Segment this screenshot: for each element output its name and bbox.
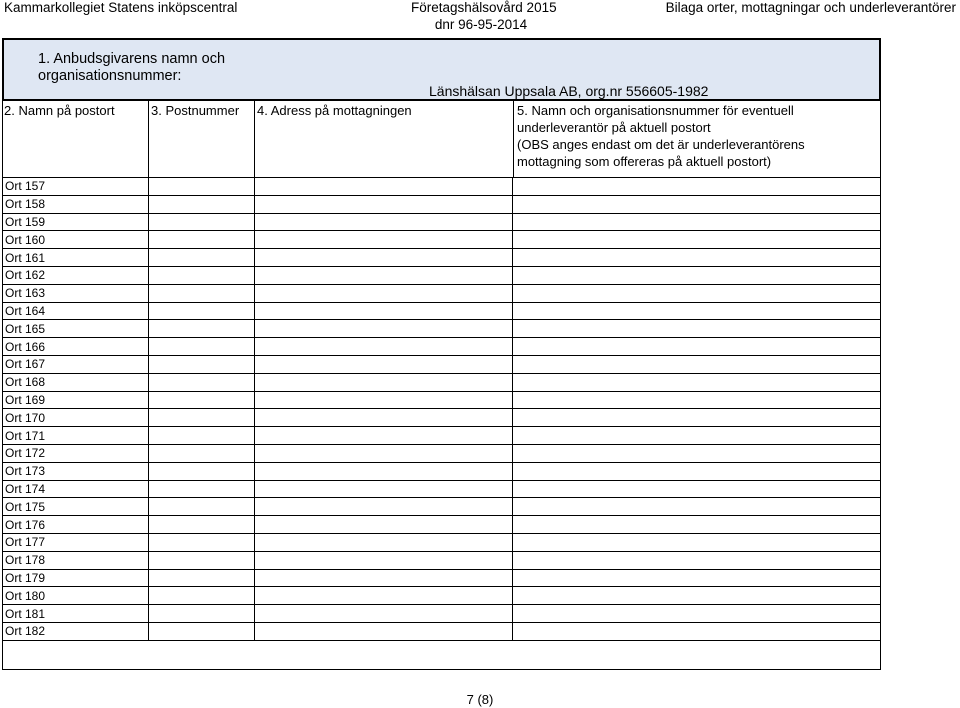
entry-cell[interactable] [254,213,513,231]
bidder-label-line1: 1. Anbudsgivarens namn och [38,51,226,67]
page-number: 7 (8) [466,692,494,707]
table-row [3,373,881,391]
entry-cell[interactable] [513,195,881,213]
entry-cell[interactable] [513,338,881,356]
entry-cell[interactable] [513,320,881,338]
entry-cell[interactable] [148,391,254,409]
entry-cell[interactable] [513,355,881,373]
entry-cell[interactable] [254,622,513,640]
entry-cell[interactable] [513,249,881,267]
table-row [3,462,881,480]
ort-label: Ort 159 [3,213,149,231]
entry-cell[interactable] [148,480,254,498]
ort-label: Ort 166 [3,338,149,356]
table-row [3,516,881,534]
entry-cell[interactable] [148,409,254,427]
entry-cell[interactable] [254,355,513,373]
bidder-label-line2: organisationsnummer: [38,68,182,84]
table-row [3,533,881,551]
ort-label: Ort 160 [3,231,149,249]
entry-cell[interactable] [148,533,254,551]
ort-label: Ort 161 [3,249,149,267]
entry-cell[interactable] [254,516,513,534]
entry-cell[interactable] [254,249,513,267]
entry-cell[interactable] [513,391,881,409]
table-row [3,409,881,427]
entry-cell[interactable] [148,373,254,391]
header-center: Företagshälsovård 2015 [411,0,557,15]
header-dnr: dnr 96-95-2014 [434,17,528,32]
entry-cell[interactable] [513,302,881,320]
col-header-postort: 2. Namn på postort [4,103,115,118]
entry-cell[interactable] [254,551,513,569]
entry-cell[interactable] [254,498,513,516]
entry-cell[interactable] [513,213,881,231]
header-left: Kammarkollegiet Statens inköpscentral [4,0,238,15]
table-row [3,391,881,409]
entry-cell[interactable] [148,231,254,249]
entry-cell[interactable] [254,266,513,284]
table-row [3,605,881,623]
ort-label: Ort 178 [3,551,149,569]
table-row [3,427,881,445]
entry-cell[interactable] [254,587,513,605]
entry-cell[interactable] [148,498,254,516]
ort-label: Ort 165 [3,320,149,338]
col5-line4: mottagning som offereras på aktuell postort) [517,154,772,169]
entry-cell[interactable] [254,178,513,196]
ort-label: Ort 177 [3,533,149,551]
ort-label: Ort 162 [3,266,149,284]
entry-cell[interactable] [513,498,881,516]
entry-cell[interactable] [254,195,513,213]
ort-label: Ort 158 [3,195,149,213]
bidder-section [2,38,881,101]
col5-line1: 5. Namn och organisationsnummer för eventuell [517,103,794,118]
divider [254,101,255,177]
divider [148,101,149,177]
ort-table [2,177,881,641]
table-row [3,302,881,320]
ort-label: Ort 181 [3,605,149,623]
col-header-underleverantor [517,102,877,170]
ort-label: Ort 176 [3,516,149,534]
ort-label: Ort 163 [3,284,149,302]
entry-cell[interactable] [513,551,881,569]
entry-cell[interactable] [513,284,881,302]
ort-label: Ort 175 [3,498,149,516]
table-row [3,195,881,213]
table-row [3,355,881,373]
ort-label: Ort 172 [3,444,149,462]
col5-line2: underleverantör på aktuell postort [517,120,711,135]
entry-cell[interactable] [148,284,254,302]
table-row [3,498,881,516]
table-row [3,266,881,284]
bidder-value[interactable]: Länshälsan Uppsala AB, org.nr 556605-1982 [429,83,709,99]
entry-cell[interactable] [513,516,881,534]
table-row [3,587,881,605]
ort-label: Ort 182 [3,622,149,640]
entry-cell[interactable] [148,249,254,267]
entry-cell[interactable] [148,587,254,605]
ort-label: Ort 164 [3,302,149,320]
entry-cell[interactable] [513,266,881,284]
entry-cell[interactable] [513,178,881,196]
entry-cell[interactable] [148,302,254,320]
entry-cell[interactable] [513,231,881,249]
entry-cell[interactable] [254,338,513,356]
table-row [3,284,881,302]
table-row [3,178,881,196]
entry-cell[interactable] [254,533,513,551]
entry-cell[interactable] [513,569,881,587]
divider [513,101,514,177]
entry-cell[interactable] [148,195,254,213]
ort-label: Ort 157 [3,178,149,196]
entry-cell[interactable] [148,320,254,338]
table-row [3,231,881,249]
entry-cell[interactable] [254,605,513,623]
entry-cell[interactable] [254,320,513,338]
ort-label: Ort 174 [3,480,149,498]
col-header-adress: 4. Adress på mottagningen [257,103,412,118]
entry-cell[interactable] [148,516,254,534]
entry-cell[interactable] [513,427,881,445]
entry-cell[interactable] [513,605,881,623]
entry-cell[interactable] [148,427,254,445]
ort-label: Ort 173 [3,462,149,480]
entry-cell[interactable] [513,480,881,498]
entry-cell[interactable] [254,284,513,302]
ort-label: Ort 179 [3,569,149,587]
entry-cell[interactable] [148,178,254,196]
entry-cell[interactable] [148,266,254,284]
entry-cell[interactable] [148,551,254,569]
entry-cell[interactable] [148,462,254,480]
entry-cell[interactable] [513,373,881,391]
entry-cell[interactable] [254,444,513,462]
entry-cell[interactable] [148,338,254,356]
table-row [3,480,881,498]
ort-label: Ort 170 [3,409,149,427]
entry-cell[interactable] [148,622,254,640]
entry-cell[interactable] [254,373,513,391]
ort-label: Ort 167 [3,355,149,373]
entry-cell[interactable] [254,480,513,498]
entry-cell[interactable] [513,533,881,551]
ort-label: Ort 171 [3,427,149,445]
entry-cell[interactable] [254,391,513,409]
entry-cell[interactable] [513,444,881,462]
entry-cell[interactable] [254,409,513,427]
table-row [3,551,881,569]
table-row [3,213,881,231]
entry-cell[interactable] [254,427,513,445]
entry-cell[interactable] [513,587,881,605]
ort-label: Ort 169 [3,391,149,409]
header-right: Bilaga orter, mottagningar och underleverantörer [665,0,956,15]
entry-cell[interactable] [513,409,881,427]
entry-cell[interactable] [148,605,254,623]
table-row [3,320,881,338]
table-row [3,622,881,640]
table-row [3,338,881,356]
entry-cell[interactable] [148,355,254,373]
ort-label: Ort 168 [3,373,149,391]
entry-cell[interactable] [254,569,513,587]
entry-cell[interactable] [254,231,513,249]
bidder-label [38,51,225,85]
entry-cell[interactable] [513,622,881,640]
col-header-postnummer: 3. Postnummer [151,103,240,118]
ort-label: Ort 180 [3,587,149,605]
entry-cell[interactable] [254,302,513,320]
entry-cell[interactable] [148,444,254,462]
table-row [3,444,881,462]
col5-line3: (OBS anges endast om det är underleverantörens [517,137,805,152]
entry-cell[interactable] [148,213,254,231]
entry-cell[interactable] [148,569,254,587]
table-row [3,249,881,267]
entry-cell[interactable] [254,462,513,480]
entry-cell[interactable] [513,462,881,480]
column-headers [2,101,881,175]
table-row [3,569,881,587]
